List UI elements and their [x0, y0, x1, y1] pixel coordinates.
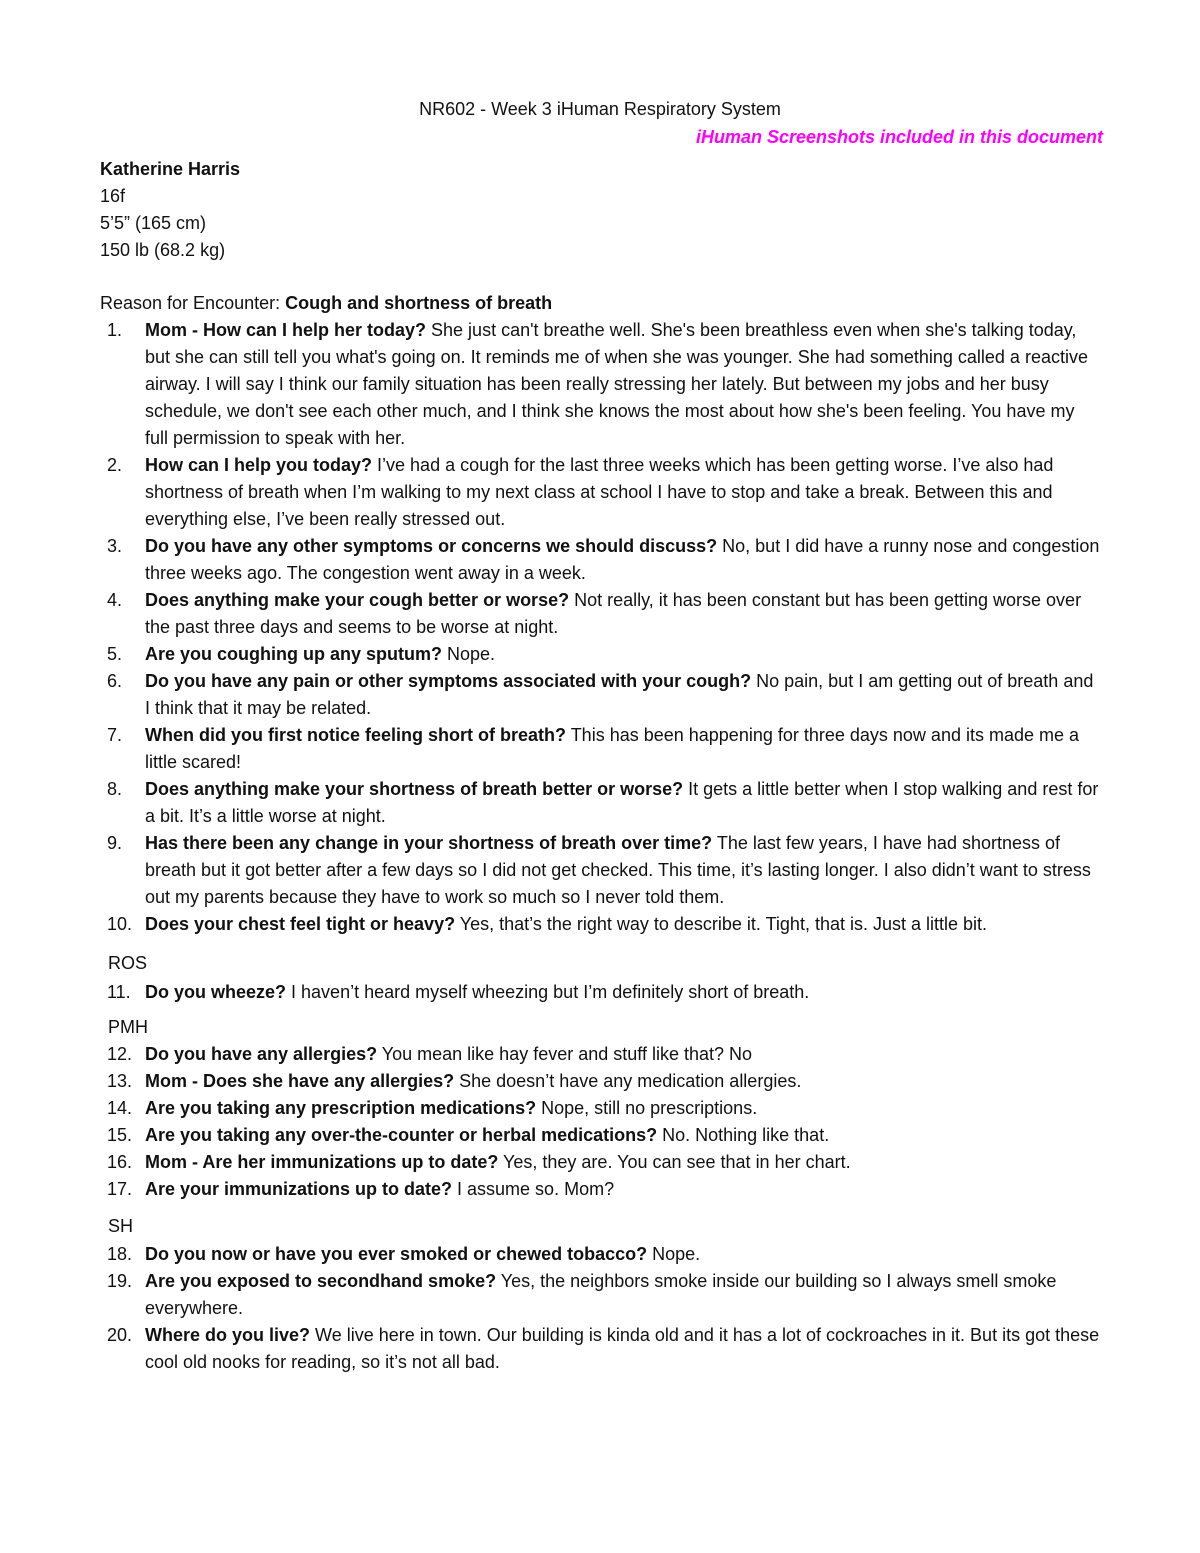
question-item: [0, 1041, 1100, 1068]
question-number: 2.: [107, 455, 123, 475]
answer-text: I’ve had a cough for the last three weeks which has been getting worse. I’ve also had shortness of breath when I’m walking to my next class at school I have to stop and take a break. Between this and everything else, I’ve been really stressed out.: [145, 455, 1054, 529]
question-text: Where do you live?: [145, 1325, 311, 1345]
question-text: Are you coughing up any sputum?: [145, 644, 442, 664]
question-text: Are your immunizations up to date?: [145, 1179, 453, 1199]
screenshots-note: iHuman Screenshots included in this document: [695, 127, 1103, 147]
question-number: 7.: [107, 725, 123, 745]
pmh-heading: PMH: [108, 1017, 148, 1037]
question-item: [0, 776, 1100, 830]
patient-age-sex: 16f: [100, 186, 126, 206]
question-item: [0, 722, 1100, 776]
question-number: 20.: [107, 1325, 133, 1345]
question-number: 18.: [107, 1244, 133, 1264]
question-item: [0, 830, 1100, 911]
question-number: 5.: [107, 644, 123, 664]
question-number: 1.: [107, 320, 123, 340]
answer-text: Yes, that’s the right way to describe it. Tight, that is. Just a little bit.: [455, 914, 988, 934]
question-number: 4.: [107, 590, 123, 610]
question-item: [0, 1068, 1100, 1095]
answer-text: It gets a little better when I stop walking and rest for a bit. It’s a little worse at night.: [145, 779, 1099, 826]
patient-weight: 150 lb (68.2 kg): [100, 240, 226, 260]
sh-question-list: [0, 1241, 1100, 1376]
answer-text: No. Nothing like that.: [657, 1125, 830, 1145]
question-number: 13.: [107, 1071, 133, 1091]
question-item: [0, 1241, 1100, 1268]
question-text: Does anything make your shortness of breath better or worse?: [145, 779, 684, 799]
question-number: 3.: [107, 536, 123, 556]
question-text: Do you wheeze?: [145, 982, 287, 1002]
question-text: Does your chest feel tight or heavy?: [145, 914, 456, 934]
answer-text: I haven’t heard myself wheezing but I’m definitely short of breath.: [286, 982, 810, 1002]
question-number: 15.: [107, 1125, 133, 1145]
question-text: Do you have any pain or other symptoms associated with your cough?: [145, 671, 752, 691]
reason-for-encounter: [100, 290, 552, 317]
question-text: How can I help you today?: [145, 455, 373, 475]
hpi-question-list: [0, 317, 1100, 938]
question-text: Are you exposed to secondhand smoke?: [145, 1271, 497, 1291]
answer-text: No, but I did have a runny nose and congestion three weeks ago. The congestion went away in a week.: [145, 536, 1100, 583]
question-item: [0, 452, 1100, 533]
question-number: 19.: [107, 1271, 133, 1291]
pmh-question-list: [0, 1041, 1100, 1203]
answer-text: Yes, they are. You can see that in her chart.: [498, 1152, 851, 1172]
question-item: [0, 979, 1100, 1006]
question-item: [0, 911, 1100, 938]
question-text: Mom - How can I help her today?: [145, 320, 427, 340]
answer-text: Nope, still no prescriptions.: [536, 1098, 758, 1118]
answer-text: I assume so. Mom?: [452, 1179, 615, 1199]
question-number: 16.: [107, 1152, 133, 1172]
answer-text: The last few years, I have had shortness of breath but it got better after a few days so I did not get checked. This time, it’s lasting longer. I also didn’t want to stress out my parents because they have to work so much so I never told them.: [145, 833, 1091, 907]
question-number: 17.: [107, 1179, 133, 1199]
reason-label: Reason for Encounter:: [100, 293, 281, 313]
question-text: Does anything make your cough better or worse?: [145, 590, 570, 610]
question-text: Are you taking any over-the-counter or herbal medications?: [145, 1125, 658, 1145]
question-text: Are you taking any prescription medications?: [145, 1098, 537, 1118]
answer-text: She doesn’t have any medication allergies.: [454, 1071, 802, 1091]
question-number: 6.: [107, 671, 123, 691]
question-item: [0, 1176, 1100, 1203]
question-text: Do you now or have you ever smoked or chewed tobacco?: [145, 1244, 648, 1264]
question-number: 12.: [107, 1044, 133, 1064]
question-text: Do you have any allergies?: [145, 1044, 378, 1064]
answer-text: Nope.: [647, 1244, 701, 1264]
question-text: Has there been any change in your shortness of breath over time?: [145, 833, 713, 853]
answer-text: Nope.: [442, 644, 496, 664]
question-text: Mom - Does she have any allergies?: [145, 1071, 455, 1091]
question-item: [0, 1122, 1100, 1149]
ros-question-list: [0, 979, 1100, 1006]
question-item: [0, 1322, 1100, 1376]
answer-text: You mean like hay fever and stuff like that? No: [377, 1044, 752, 1064]
patient-name: Katherine Harris: [100, 159, 241, 179]
question-number: 9.: [107, 833, 123, 853]
patient-height: 5’5” (165 cm): [100, 213, 207, 233]
question-text: Do you have any other symptoms or concerns we should discuss?: [145, 536, 718, 556]
question-number: 10.: [107, 914, 133, 934]
patient-info: [100, 156, 240, 264]
ros-heading: ROS: [108, 953, 148, 973]
question-text: When did you first notice feeling short of breath?: [145, 725, 567, 745]
question-text: Mom - Are her immunizations up to date?: [145, 1152, 499, 1172]
answer-text: This has been happening for three days now and its made me a little scared!: [145, 725, 1080, 772]
answer-text: She just can't breathe well. She's been breathless even when she's talking today, but she can still tell you what's going on. It reminds me of when she was younger. She had something called a reactive airway. I will say I think our family situation has been really stressing her lately. But between my jobs and her busy schedule, we don't see each other much, and I think she knows the most about how she's been feeling. You have my full permission to speak with her.: [145, 320, 1088, 448]
question-item: [0, 587, 1100, 641]
answer-text: Yes, the neighbors smoke inside our building so I always smell smoke everywhere.: [145, 1271, 1057, 1318]
question-item: [0, 641, 1100, 668]
question-item: [0, 533, 1100, 587]
question-number: 11.: [107, 982, 131, 1002]
question-item: [0, 1095, 1100, 1122]
answer-text: No pain, but I am getting out of breath and I think that it may be related.: [145, 671, 1094, 718]
answer-text: Not really, it has been constant but has been getting worse over the past three days and seems to be worse at night.: [145, 590, 1082, 637]
question-item: [0, 668, 1100, 722]
question-item: [0, 1268, 1100, 1322]
answer-text: We live here in town. Our building is kinda old and it has a lot of cockroaches in it. But its got these cool old nooks for reading, so it’s not all bad.: [145, 1325, 1100, 1372]
question-item: [0, 1149, 1100, 1176]
sh-heading: SH: [108, 1216, 134, 1236]
reason-value: Cough and shortness of breath: [285, 293, 553, 313]
question-number: 8.: [107, 779, 123, 799]
question-item: [0, 317, 1100, 452]
question-number: 14.: [107, 1098, 133, 1118]
document-title: NR602 - Week 3 iHuman Respiratory System: [419, 99, 781, 119]
